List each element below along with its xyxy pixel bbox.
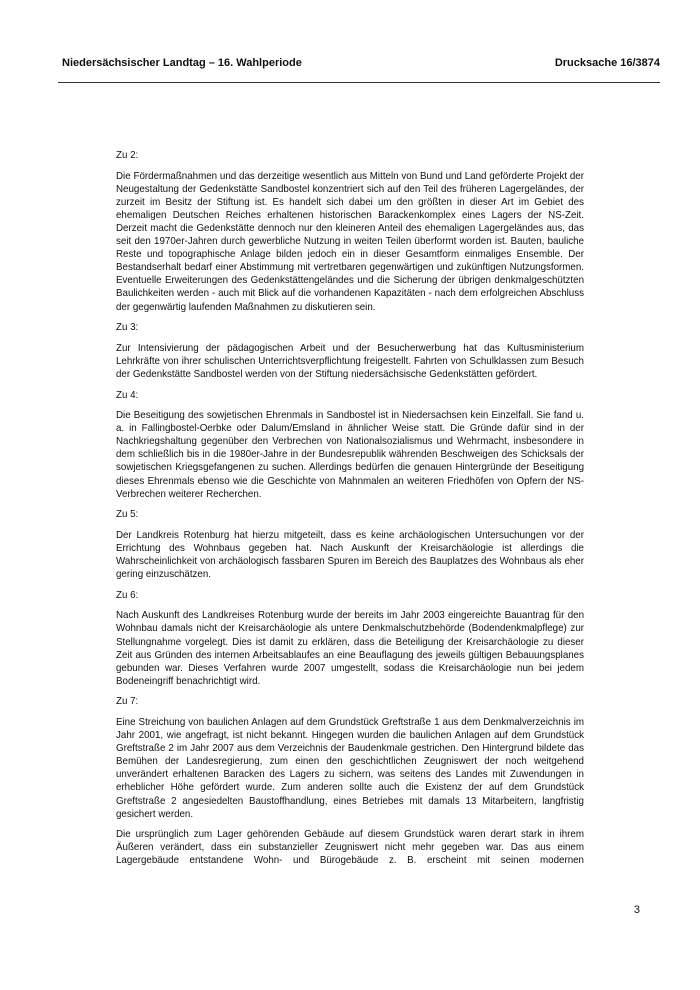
- page-header: [62, 57, 660, 73]
- header-divider: [58, 82, 660, 83]
- section-4-paragraph: Die Beseitigung des sowjetischen Ehrenmals in Sandbostel ist in Niedersachsen kein Einzelfall. Sie fand u. a. in Fallingbostel-Oerbke oder Dalum/Emsland in ähnlicher Weise statt. Die Gründe dafür sind in der Nachkriegshaltung gegenüber den Verbrechen von Nationalsozialismus und Wehrmacht, insbesondere in dem schließlich bis in die 1980er-Jahre in der Bundesrepublik währenden Beschweigen des Schicksals der sowjetischen Kriegsgefangenen zu suchen. Allerdings bedürfen die genauen Hintergründe der Beseitigung dieses Ehrenmals ebenso wie die Geschichte von Mahnmalen an weiteren Friedhöfen von Opfern der NS-Verbrechen weiterer Recherchen.: [116, 410, 584, 500]
- section-label-7: Zu 7:: [116, 696, 139, 708]
- section-7-paragraph-1: Eine Streichung von baulichen Anlagen auf dem Grundstück Greftstraße 1 aus dem Denkmalverzeichnis im Jahr 2001, wie angefragt, ist nicht bekannt. Hingegen wurden die baulichen Anlagen auf dem Grundstück Greftstraße 2 im Jahr 2007 aus dem Verzeichnis der Baudenkmale gestrichen. Den Hintergrund bildete das Bemühen der Landesregierung, zum einen den geschichtlichen Zeugniswert der noch weitgehend unverändert erhaltenen Baracken des Lagers zu sichern, was seitens des Landes mit Zuwendungen in erheblicher Höhe gefördert wurde. Zum anderen sollte auch die Existenz der auf dem Grundstück Greftstraße 2 angesiedelten Baustoffhandlung, eines Betriebes mit damals 13 Mitarbeitern, langfristig gesichert werden.: [116, 716, 584, 820]
- section-label-6: Zu 6:: [116, 589, 139, 601]
- section-label-3: Zu 3:: [116, 322, 139, 334]
- section-label-5: Zu 5:: [116, 509, 139, 521]
- header-parliament-title: Niedersächsischer Landtag – 16. Wahlperiode: [62, 57, 302, 69]
- section-label-4: Zu 4:: [116, 389, 139, 401]
- section-5-paragraph: Der Landkreis Rotenburg hat hierzu mitgeteilt, dass es keine archäologischen Untersuchungen vor der Errichtung des Wohnbaus gegeben hat. Nach Auskunft der Kreisarchäologie ist allerdings die Wahrscheinlichkeit von archäologisch fassbaren Spuren im Bereich des Bauplatzes des Wohnbaus als eher gering einzuschätzen.: [116, 529, 584, 581]
- header-document-number: Drucksache 16/3874: [554, 57, 660, 69]
- section-7-paragraph-2: Die ursprünglich zum Lager gehörenden Gebäude auf diesem Grundstück waren derart stark in ihrem Äußeren verändert, dass ein substanzieller Zeugniswert nicht mehr gegeben war. Das aus einem Lagergebäude entstandene Wohn- und Bürogebäude z. B. erscheint mit seinen modernen: [116, 829, 584, 867]
- section-label-2: Zu 2:: [116, 150, 139, 161]
- section-3-paragraph: Zur Intensivierung der pädagogischen Arbeit und der Besucherwerbung hat das Kultusministerium Lehrkräfte von ihrer schulischen Unterrichtsverpflichtung freigestellt. Fahrten von Schulklassen zum Besuch der Gedenkstätte Sandbostel werden von der Stiftung niedersächsische Gedenkstätten gefördert.: [116, 342, 584, 380]
- page-number: 3: [633, 904, 640, 916]
- document-body: [116, 149, 584, 868]
- section-2-paragraph: Die Fördermaßnahmen und das derzeitige wesentlich aus Mitteln von Bund und Land geförderte Projekt der Neugestaltung der Gedenkstätte Sandbostel konzentriert sich auf den Teil des früheren Lagergeländes, der zurzeit im Besitz der Stiftung ist. Es handelt sich dabei um den größten in dieser Art im Gebiet des ehemaligen Deutschen Reiches erhaltenen historischen Barackenkomplex eines Lagers der NS-Zeit. Derzeit macht die Gedenkstätte dennoch nur den kleineren Anteil des ehemaligen Lagergeländes aus, das seit den 1970er-Jahren durch gewerbliche Nutzung in weiten Teilen überformt worden ist. Bauten, bauliche Reste und topographische Anlage bilden jedoch ein in dieser Gesamtform einmaliges Ensemble. Der Bestandserhalt bedarf einer Abstimmung mit vertretbaren gegenwärtigen und zukünftigen Nutzungsformen. Eventuelle Erweiterungen des Gedenkstättengeländes und die Sicherung der übrigen denkmalgeschützten Baulichkeiten werden - auch mit Blick auf die vorhandenen Kapazitäten - nach dem erfolgreichen Abschluss der gegenwärtig laufenden Maßnahmen zu diskutieren sein.: [116, 170, 584, 313]
- section-6-paragraph: Nach Auskunft des Landkreises Rotenburg wurde der bereits im Jahr 2003 eingereichte Bauantrag für den Wohnbau damals nicht der Kreisarchäologie als untere Denkmalschutzbehörde (Bodendenkmalpflege) zur Stellungnahme vorgelegt. Dies ist damit zu erklären, dass die Beteiligung der Kreisarchäologie zu dieser Zeit aus Gründen des internen Arbeitsablaufes an eine Beauflagung des jeweils gültigen Bebauungsplanes gebunden war. Dieses Verfahren wurde 2007 umgestellt, sodass die Kreisarchäologie nun bei jedem Bodeneingriff benachrichtigt wird.: [116, 610, 584, 687]
